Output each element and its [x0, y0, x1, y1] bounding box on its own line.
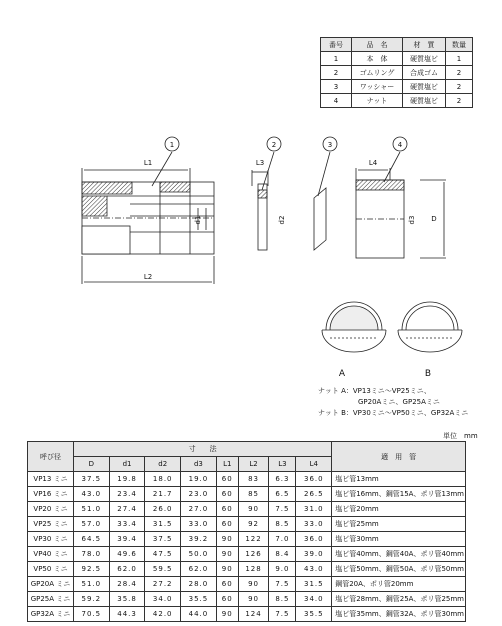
dim-value: 34.0	[145, 592, 181, 607]
dim-value: 23.0	[181, 487, 217, 502]
dim-value: 59.5	[145, 562, 181, 577]
dim-value: 7.5	[269, 502, 296, 517]
dim-value: 128	[238, 562, 269, 577]
applicable-pipe: 塩ビ管20mm	[332, 502, 466, 517]
size-name: VP25 ミニ	[28, 517, 74, 532]
dims-column-header: d3	[181, 457, 217, 472]
note-line: ナット A：VP13ミニ～VP25ミニ、	[318, 387, 431, 395]
dims-row	[28, 577, 466, 592]
dim-value: 44.0	[181, 607, 217, 622]
dim-value: 126	[238, 547, 269, 562]
dims-column-header: d1	[109, 457, 145, 472]
dim-value: 31.0	[296, 502, 332, 517]
parts-header: 数量	[446, 38, 473, 52]
parts-cell: 2	[446, 66, 473, 80]
dim-value: 35.8	[109, 592, 145, 607]
dim-value: 70.5	[74, 607, 110, 622]
nut-b-label: B	[424, 369, 432, 379]
dim-value: 21.7	[145, 487, 181, 502]
dim-value: 49.6	[109, 547, 145, 562]
dim-value: 31.5	[296, 577, 332, 592]
note-line: GP20Aミニ、GP25Aミニ	[358, 398, 440, 406]
dim-value: 92.5	[74, 562, 110, 577]
application-header: 適 用 管	[332, 442, 466, 472]
dim-value: 90	[238, 502, 269, 517]
dim-value: 47.5	[145, 547, 181, 562]
dims-column-header: D	[74, 457, 110, 472]
dims-row	[28, 547, 466, 562]
parts-cell: ワッシャー	[352, 80, 403, 94]
dim-label-l4: L4	[368, 159, 378, 167]
dims-row	[28, 487, 466, 502]
dim-label-d2: d2	[278, 215, 286, 225]
unit-label: 単位 mm	[443, 432, 478, 440]
parts-cell: 2	[446, 94, 473, 108]
size-name: GP32A ミニ	[28, 607, 74, 622]
dim-value: 37.5	[145, 532, 181, 547]
dims-row	[28, 472, 466, 487]
name-header: 呼び径	[28, 442, 74, 472]
dim-value: 92	[238, 517, 269, 532]
dim-value: 39.4	[109, 532, 145, 547]
applicable-pipe: 塩ビ管25mm	[332, 517, 466, 532]
dim-value: 28.4	[109, 577, 145, 592]
dim-value: 33.0	[181, 517, 217, 532]
applicable-pipe: 塩ビ管30mm	[332, 532, 466, 547]
dim-value: 27.0	[181, 502, 217, 517]
dim-value: 8.5	[269, 517, 296, 532]
parts-cell: 合成ゴム	[403, 66, 446, 80]
dims-column-header: L1	[216, 457, 238, 472]
dim-label-d1: d1	[194, 215, 202, 225]
applicable-pipe: 塩ビ管13mm	[332, 472, 466, 487]
dims-group-header: 寸 法	[74, 442, 332, 457]
callout-1-label: 1	[169, 141, 175, 149]
dim-value: 23.4	[109, 487, 145, 502]
dim-value: 6.3	[269, 472, 296, 487]
dim-value: 60	[216, 502, 238, 517]
dim-value: 18.0	[145, 472, 181, 487]
dims-row	[28, 607, 466, 622]
parts-header: 材 質	[403, 38, 446, 52]
dim-value: 37.5	[74, 472, 110, 487]
nut-a-drawing	[322, 302, 386, 352]
dim-value: 90	[216, 547, 238, 562]
dim-value: 39.0	[296, 547, 332, 562]
dim-value: 35.5	[181, 592, 217, 607]
parts-header: 番号	[321, 38, 352, 52]
note-line: ナット B：VP30ミニ～VP50ミニ、GP32Aミニ	[318, 409, 469, 417]
dim-value: 31.5	[145, 517, 181, 532]
dim-value: 19.8	[109, 472, 145, 487]
parts-cell: 硬質塩ビ	[403, 80, 446, 94]
parts-cell: 3	[321, 80, 352, 94]
dim-value: 9.0	[269, 562, 296, 577]
dim-value: 36.0	[296, 472, 332, 487]
nut-a-label: A	[338, 369, 346, 379]
applicable-pipe: 塩ビ管50mm、鋼管50A、ポリ管50mm	[332, 562, 466, 577]
dim-value: 90	[238, 592, 269, 607]
dim-value: 26.0	[145, 502, 181, 517]
dim-value: 122	[238, 532, 269, 547]
dims-row	[28, 502, 466, 517]
nut-notes	[318, 386, 468, 419]
applicable-pipe: 鋼管20A、ポリ管20mm	[332, 577, 466, 592]
dim-value: 50.0	[181, 547, 217, 562]
dim-value: 90	[216, 562, 238, 577]
size-name: VP30 ミニ	[28, 532, 74, 547]
size-name: VP50 ミニ	[28, 562, 74, 577]
dim-value: 51.0	[74, 502, 110, 517]
dim-value: 90	[216, 607, 238, 622]
dim-value: 124	[238, 607, 269, 622]
dim-value: 90	[216, 532, 238, 547]
dim-value: 33.4	[109, 517, 145, 532]
applicable-pipe: 塩ビ管35mm、鋼管32A、ポリ管30mm	[332, 607, 466, 622]
dim-value: 59.2	[74, 592, 110, 607]
callout-4-label: 4	[397, 141, 403, 149]
dim-value: 19.0	[181, 472, 217, 487]
dim-value: 83	[238, 472, 269, 487]
dim-value: 8.5	[269, 592, 296, 607]
dim-value: 57.0	[74, 517, 110, 532]
dims-column-header: L3	[269, 457, 296, 472]
applicable-pipe: 塩ビ管16mm、鋼管15A、ポリ管13mm	[332, 487, 466, 502]
dim-value: 60	[216, 577, 238, 592]
dim-value: 62.0	[181, 562, 217, 577]
dim-value: 43.0	[74, 487, 110, 502]
size-name: VP40 ミニ	[28, 547, 74, 562]
dim-value: 27.4	[109, 502, 145, 517]
parts-cell: 2	[446, 80, 473, 94]
dim-value: 7.0	[269, 532, 296, 547]
dims-column-header: L2	[238, 457, 269, 472]
dims-column-header: d2	[145, 457, 181, 472]
callout-2-label: 2	[271, 141, 277, 149]
dimensions-table	[27, 441, 466, 622]
dim-value: 6.5	[269, 487, 296, 502]
size-name: GP25A ミニ	[28, 592, 74, 607]
dim-value: 90	[238, 577, 269, 592]
parts-cell: 硬質塩ビ	[403, 52, 446, 66]
dim-value: 27.2	[145, 577, 181, 592]
size-name: VP16 ミニ	[28, 487, 74, 502]
parts-cell: ナット	[352, 94, 403, 108]
dims-header-row	[28, 442, 466, 457]
dim-value: 44.3	[109, 607, 145, 622]
washer-view	[314, 152, 330, 250]
dim-value: 64.5	[74, 532, 110, 547]
dim-label-l1: L1	[143, 159, 153, 167]
dim-value: 7.5	[269, 577, 296, 592]
parts-cell: 4	[321, 94, 352, 108]
parts-cell: 1	[446, 52, 473, 66]
dim-label-l2: L2	[143, 273, 153, 281]
size-name: VP13 ミニ	[28, 472, 74, 487]
dim-value: 60	[216, 472, 238, 487]
dim-value: 7.5	[269, 607, 296, 622]
parts-cell: 1	[321, 52, 352, 66]
size-name: VP20 ミニ	[28, 502, 74, 517]
applicable-pipe: 塩ビ管40mm、鋼管40A、ポリ管40mm	[332, 547, 466, 562]
dim-value: 43.0	[296, 562, 332, 577]
parts-cell: 本 体	[352, 52, 403, 66]
dims-row	[28, 562, 466, 577]
dims-row	[28, 532, 466, 547]
dim-value: 42.0	[145, 607, 181, 622]
parts-header: 品 名	[352, 38, 403, 52]
dim-value: 51.0	[74, 577, 110, 592]
parts-cell: 2	[321, 66, 352, 80]
dim-value: 34.0	[296, 592, 332, 607]
dim-label-l3: L3	[255, 159, 265, 167]
dim-label-d: D	[431, 215, 437, 223]
dims-column-header: L4	[296, 457, 332, 472]
parts-cell: ゴムリング	[352, 66, 403, 80]
dim-value: 62.0	[109, 562, 145, 577]
dim-value: 60	[216, 487, 238, 502]
dim-value: 60	[216, 517, 238, 532]
dim-value: 35.5	[296, 607, 332, 622]
callout-3-label: 3	[327, 141, 333, 149]
dim-value: 36.0	[296, 532, 332, 547]
dim-value: 39.2	[181, 532, 217, 547]
dim-value: 28.0	[181, 577, 217, 592]
dim-value: 33.0	[296, 517, 332, 532]
dim-label-d3: d3	[408, 215, 416, 225]
dims-row	[28, 517, 466, 532]
applicable-pipe: 塩ビ管28mm、鋼管25A、ポリ管25mm	[332, 592, 466, 607]
dim-value: 85	[238, 487, 269, 502]
dim-value: 8.4	[269, 547, 296, 562]
dim-value: 26.5	[296, 487, 332, 502]
nut-b-drawing	[398, 302, 462, 352]
dim-value: 78.0	[74, 547, 110, 562]
dim-value: 60	[216, 592, 238, 607]
size-name: GP20A ミニ	[28, 577, 74, 592]
dims-row	[28, 592, 466, 607]
nut-view	[356, 152, 446, 258]
parts-cell: 硬質塩ビ	[403, 94, 446, 108]
